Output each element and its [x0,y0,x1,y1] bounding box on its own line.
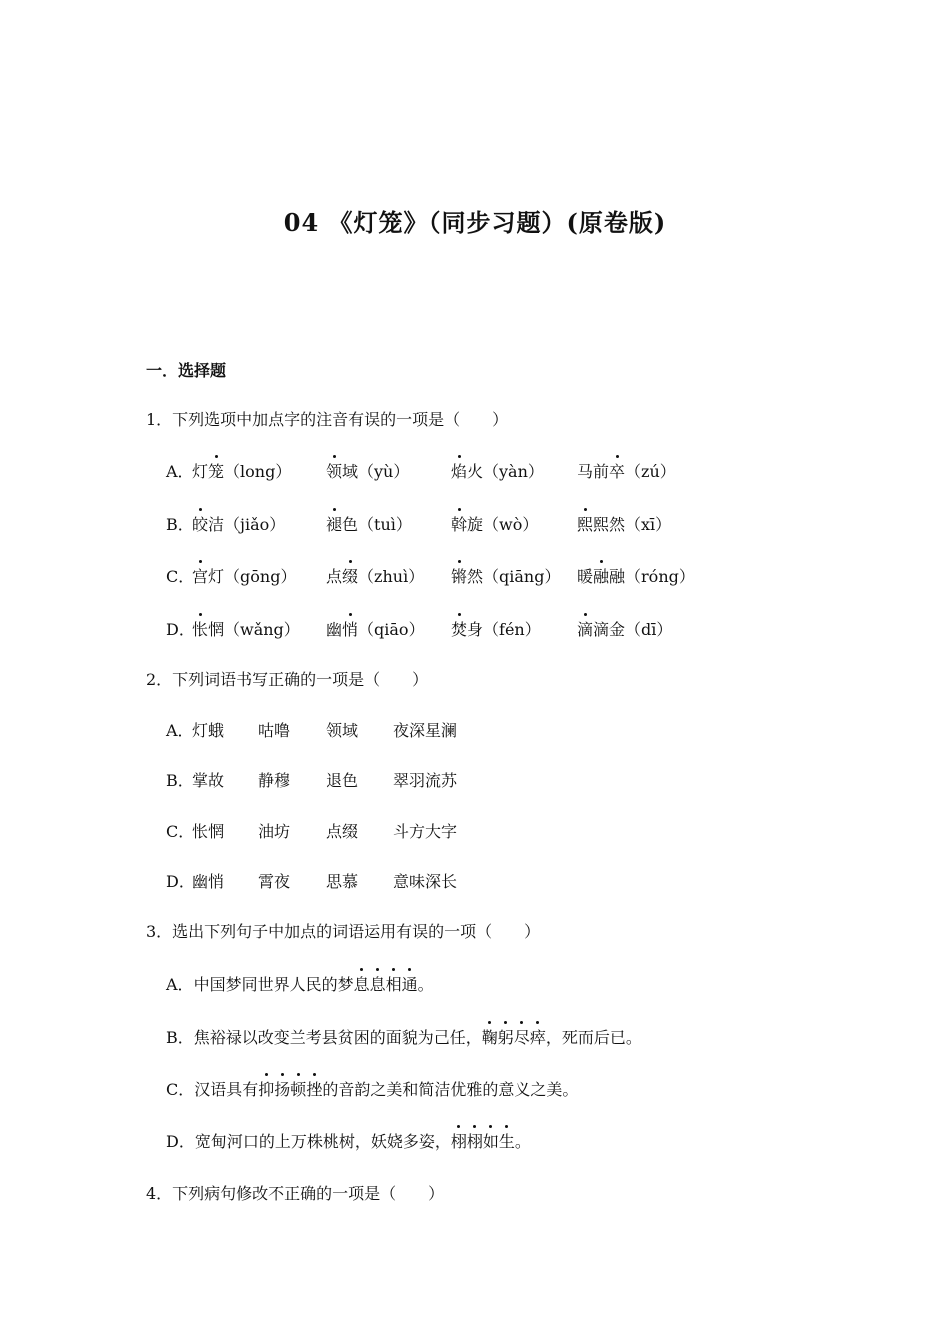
dotted-character: 焰 [451,462,468,481]
dotted-character: 如 [482,1132,499,1151]
question-3-stem: 3．选出下列句子中加点的词语运用有误的一项（ ） [146,922,541,941]
page-title: 04 《灯笼》（同步习题）(原卷版) [283,208,667,237]
word-item: 油坊 [258,822,291,841]
dotted-character: 生 [498,1132,515,1151]
dotted-character: 扬 [274,1080,291,1099]
pinyin-item [451,461,544,483]
word-item: 意味深长 [393,872,458,891]
pinyin-item [192,514,285,536]
dotted-character: 躬 [497,1028,514,1047]
item-text-after: 旋（wò） [467,515,539,534]
section-heading: 一．选择题 [146,361,227,380]
dotted-character: 卒 [609,462,626,481]
item-text-after: （long） [224,462,292,481]
dotted-phrase [258,1080,322,1099]
dotted-character: 焚 [451,620,468,639]
item-text-after: 身（fén） [467,620,541,639]
word-item: 斗方大字 [393,822,458,841]
sentence-text-after: 。 [514,1132,531,1151]
dotted-character: 瘁 [529,1028,546,1047]
pinyin-item [192,619,300,641]
dotted-character: 斡 [451,515,468,534]
item-text-after: 惘（wǎng） [208,620,300,639]
dotted-character: 栩 [450,1132,467,1151]
word-item: 退色 [326,771,359,790]
word-item: 静穆 [258,771,291,790]
item-text-after: 灯（gōng） [208,567,297,586]
question-4-stem: 4．下列病句修改不正确的一项是（ ） [146,1184,445,1203]
dotted-character: 相 [385,975,402,994]
word-item: 点缀 [326,822,359,841]
pinyin-item [451,566,560,588]
item-text-before: 幽 [326,620,343,639]
dotted-character: 皎 [192,515,209,534]
item-text-after: 色（tuì） [342,515,412,534]
word-item: 灯蛾 [192,721,225,740]
option-label: C． [166,822,195,841]
item-text-before: 马前 [577,462,610,481]
pinyin-item [326,619,425,641]
dotted-character: 尽 [513,1028,530,1047]
dotted-phrase [354,975,418,994]
dotted-character: 悄 [342,620,359,639]
pinyin-item [577,619,672,641]
item-text-before: 灯 [192,462,209,481]
dotted-character: 熙 [577,515,594,534]
option-label: B． [166,515,194,534]
item-text-after: （zhuì） [358,567,425,586]
dotted-character: 融 [593,567,610,586]
item-text-after: 滴金（dī） [593,620,673,639]
dotted-character: 息 [353,975,370,994]
dotted-character: 滴 [577,620,594,639]
item-text-after: 融（róng） [609,567,695,586]
word-item: 咕噜 [258,721,291,740]
option-label: B． [166,771,194,790]
pinyin-item [192,566,296,588]
dotted-character: 鞠 [481,1028,498,1047]
item-text-before: 点 [326,567,343,586]
question-3-option [166,974,434,996]
sentence-text-after: 。 [417,975,434,994]
pinyin-item [577,566,695,588]
question-3-option [166,1027,642,1049]
word-item: 掌故 [192,771,225,790]
dotted-phrase [482,1028,546,1047]
option-label: A． [166,462,194,481]
dotted-character: 褪 [326,515,343,534]
word-item: 幽悄 [192,872,225,891]
option-label: D． [166,1132,195,1151]
pinyin-item [451,619,541,641]
question-2-stem: 2．下列词语书写正确的一项是（ ） [146,670,429,689]
question-3-option [166,1131,531,1153]
sentence-text-after: 的音韵之美和简洁优雅的意义之美。 [322,1080,579,1099]
option-label: C． [166,567,195,586]
sentence-text-after: ，死而后已。 [545,1028,642,1047]
dotted-character: 栩 [466,1132,483,1151]
question-3-option [166,1079,578,1101]
dotted-character: 顿 [290,1080,307,1099]
word-item: 领域 [326,721,359,740]
option-label: B． [166,1028,194,1047]
item-text-after: 熙然（xī） [593,515,672,534]
word-item: 霄夜 [258,872,291,891]
item-text-after: 火（yàn） [467,462,544,481]
option-label: D． [166,620,195,639]
option-label: A． [166,721,194,740]
dotted-character: 宫 [192,567,209,586]
sentence-text-before: 汉语具有 [194,1080,259,1099]
item-text-before: 暖 [577,567,594,586]
dotted-character: 笼 [208,462,225,481]
dotted-character: 息 [369,975,386,994]
pinyin-item [326,566,424,588]
dotted-character: 抑 [258,1080,275,1099]
dotted-phrase [451,1132,515,1151]
option-label: C． [166,1080,195,1099]
dotted-character: 挫 [306,1080,323,1099]
item-text-after: （zú） [625,462,676,481]
pinyin-item [326,461,409,483]
sentence-text-before: 宽甸河口的上万株桃树，妖娆多姿， [194,1132,451,1151]
item-text-after: 域（yù） [342,462,410,481]
item-text-after: 洁（jiǎo） [208,515,286,534]
word-item: 翠羽流苏 [393,771,458,790]
item-text-after: （qiāo） [358,620,425,639]
option-label: D． [166,872,195,891]
pinyin-item [192,461,291,483]
option-label: A． [166,975,194,994]
dotted-character: 领 [326,462,343,481]
dotted-character: 怅 [192,620,209,639]
word-item: 夜深星澜 [393,721,458,740]
pinyin-item [577,461,676,483]
sentence-text-before: 中国梦同世界人民的梦 [193,975,354,994]
pinyin-item [577,514,671,536]
dotted-character: 缀 [342,567,359,586]
item-text-after: 然（qiāng） [467,567,561,586]
pinyin-item [451,514,538,536]
pinyin-item [326,514,412,536]
word-item: 怅惘 [192,822,225,841]
word-item: 思慕 [326,872,359,891]
dotted-character: 通 [401,975,418,994]
sentence-text-before: 焦裕禄以改变兰考县贫困的面貌为己任， [193,1028,482,1047]
dotted-character: 锵 [451,567,468,586]
question-1-stem: 1．下列选项中加点字的注音有误的一项是（ ） [146,410,509,429]
